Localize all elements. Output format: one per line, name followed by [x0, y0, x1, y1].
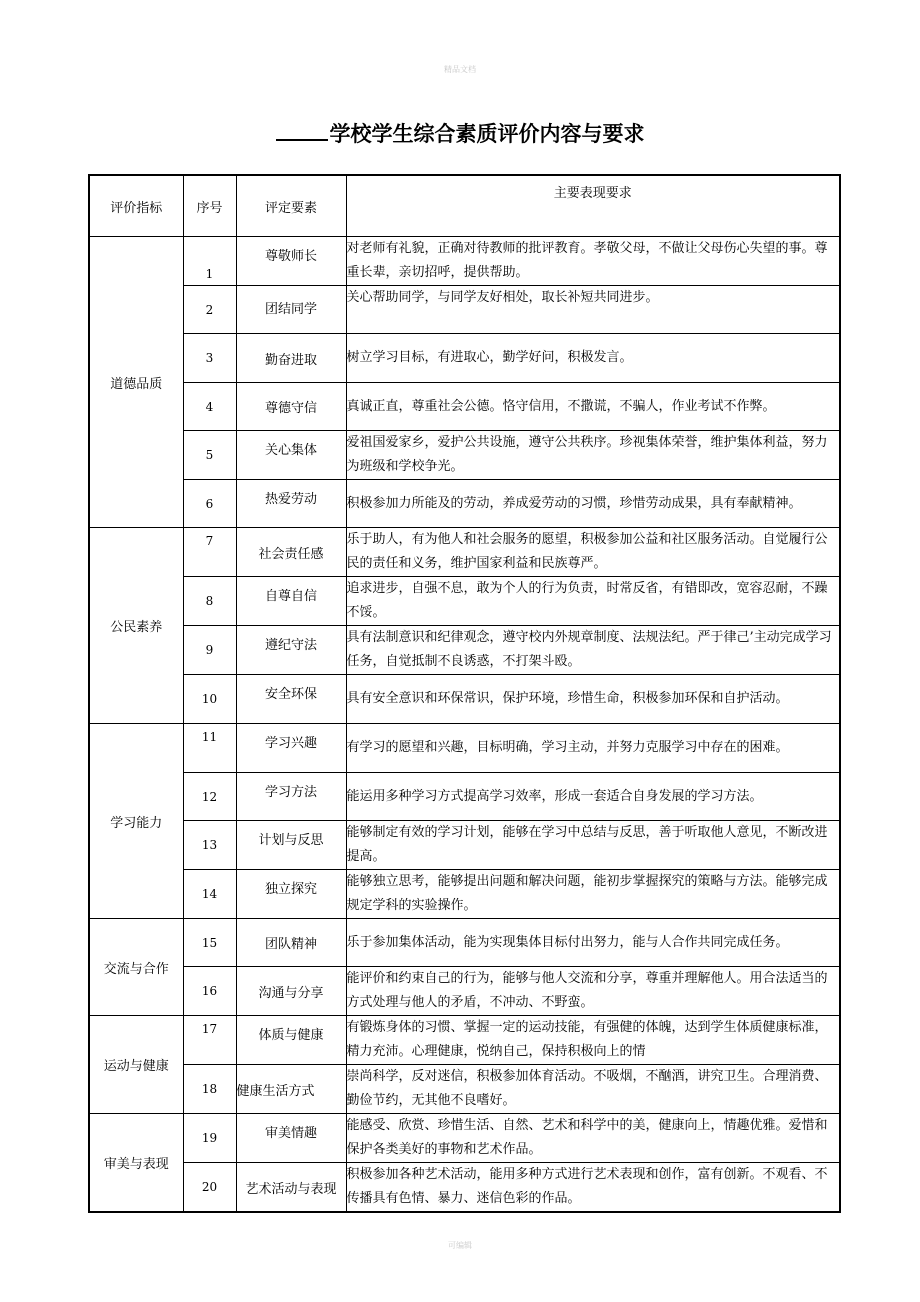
- row-requirement: 乐于参加集体活动，能为实现集体目标付出努力，能与人合作共同完成任务。: [346, 919, 840, 967]
- row-element: 遵纪守法: [236, 626, 346, 675]
- row-requirement: 对老师有礼貌，正确对待教师的批评教育。孝敬父母，不做让父母伤心失望的事。尊重长辈，亲切招呼，提供帮助。: [346, 237, 840, 286]
- category-cell: 运动与健康: [89, 1016, 183, 1114]
- row-element: 体质与健康: [236, 1016, 346, 1065]
- row-requirement: 乐于助人，有为他人和社会服务的愿望，积极参加公益和社区服务活动。自觉履行公民的责任和义务，维护国家利益和民族尊严。: [346, 528, 840, 577]
- row-element: 学习兴趣: [236, 724, 346, 773]
- row-element: 团队精神: [236, 919, 346, 967]
- page-title: [0, 118, 920, 148]
- table-row: [89, 1114, 840, 1163]
- table-row: [89, 1016, 840, 1065]
- row-requirement: 能够制定有效的学习计划，能够在学习中总结与反思，善于听取他人意见，不断改进提高。: [346, 821, 840, 870]
- table-row: [89, 675, 840, 724]
- row-requirement: 能感受、欣赏、珍惜生活、自然、艺术和科学中的美，健康向上，情趣优雅。爱惜和保护各类美好的事物和艺术作品。: [346, 1114, 840, 1163]
- title-text: 学校学生综合素质评价内容与要求: [329, 122, 645, 146]
- table-row: [89, 237, 840, 286]
- row-element: 沟通与分享: [236, 967, 346, 1016]
- row-requirement: 积极参加力所能及的劳动，养成爱劳动的习惯，珍惜劳动成果，具有奉献精神。: [346, 480, 840, 528]
- table-row: [89, 577, 840, 626]
- row-number: 1: [183, 237, 236, 286]
- row-number: 11: [183, 724, 236, 773]
- table-row: [89, 1163, 840, 1213]
- row-element: 关心集体: [236, 431, 346, 480]
- row-element: 学习方法: [236, 773, 346, 821]
- row-number: 3: [183, 334, 236, 383]
- table-row: [89, 821, 840, 870]
- row-number: 10: [183, 675, 236, 724]
- table-row: [89, 773, 840, 821]
- row-element: 勤奋进取: [236, 334, 346, 383]
- category-cell: 交流与合作: [89, 919, 183, 1016]
- row-number: 2: [183, 286, 236, 334]
- header-row: [89, 175, 840, 237]
- row-requirement: 积极参加各种艺术活动，能用多种方式进行艺术表现和创作，富有创新。不观看、不传播具有色情、暴力、迷信色彩的作品。: [346, 1163, 840, 1213]
- table-row: [89, 967, 840, 1016]
- row-requirement: 爱祖国爱家乡，爱护公共设施，遵守公共秩序。珍视集体荣誉，维护集体利益，努力为班级和学校争光。: [346, 431, 840, 480]
- row-requirement: 有锻炼身体的习惯、掌握一定的运动技能，有强健的体魄，达到学生体质健康标准，精力充沛。心理健康，悦纳自己，保持积极向上的情: [346, 1016, 840, 1065]
- row-element: 社会责任感: [236, 528, 346, 577]
- row-element: 艺术活动与表现: [236, 1163, 346, 1213]
- row-number: 13: [183, 821, 236, 870]
- row-requirement: 具有法制意识和纪律观念，遵守校内外规章制度、法规法纪。严于律己’主动完成学习任务，自觉抵制不良诱惑，不打架斗殴。: [346, 626, 840, 675]
- table-row: [89, 480, 840, 528]
- row-element: 团结同学: [236, 286, 346, 334]
- row-number: 9: [183, 626, 236, 675]
- evaluation-table: [88, 174, 841, 1213]
- title-blank-line: [276, 121, 328, 141]
- row-number: 5: [183, 431, 236, 480]
- table-row: [89, 286, 840, 334]
- category-cell: 审美与表现: [89, 1114, 183, 1213]
- row-number: 17: [183, 1016, 236, 1065]
- row-number: 8: [183, 577, 236, 626]
- row-requirement: 具有安全意识和环保常识，保护环境，珍惜生命，积极参加环保和自护活动。: [346, 675, 840, 724]
- header-number: 序号: [183, 175, 236, 237]
- row-element: 健康生活方式: [236, 1065, 346, 1114]
- row-number: 19: [183, 1114, 236, 1163]
- row-element: 自尊自信: [236, 577, 346, 626]
- watermark-bottom: 可编辑: [448, 1241, 472, 1250]
- table-row: [89, 1065, 840, 1114]
- row-element: 尊德守信: [236, 383, 346, 431]
- header-indicator: 评价指标: [89, 175, 183, 237]
- row-element: 审美情趣: [236, 1114, 346, 1163]
- row-number: 6: [183, 480, 236, 528]
- row-element: 尊敬师长: [236, 237, 346, 286]
- row-requirement: 有学习的愿望和兴趣，目标明确，学习主动，并努力克服学习中存在的困难。: [346, 724, 840, 773]
- row-number: 4: [183, 383, 236, 431]
- row-requirement: 能评价和约束自己的行为，能够与他人交流和分享，尊重并理解他人。用合法适当的方式处理与他人的矛盾，不冲动、不野蛮。: [346, 967, 840, 1016]
- row-requirement: 崇尚科学，反对迷信，积极参加体育活动。不吸烟，不酗酒，讲究卫生。合理消费、勤俭节约，无其他不良嗜好。: [346, 1065, 840, 1114]
- category-cell: 学习能力: [89, 724, 183, 919]
- row-number: 16: [183, 967, 236, 1016]
- table-row: [89, 334, 840, 383]
- category-cell: 道德品质: [89, 237, 183, 528]
- watermark-top: 精品文档: [444, 65, 476, 74]
- row-number: 15: [183, 919, 236, 967]
- row-requirement: 关心帮助同学，与同学友好相处，取长补短共同进步。: [346, 286, 840, 334]
- row-element: 安全环保: [236, 675, 346, 724]
- row-element: 热爱劳动: [236, 480, 346, 528]
- row-element: 独立探究: [236, 870, 346, 919]
- row-requirement: 能够独立思考，能够提出问题和解决问题，能初步掌握探究的策略与方法。能够完成规定学科的实验操作。: [346, 870, 840, 919]
- row-requirement: 真诚正直，尊重社会公德。恪守信用，不撒谎，不骗人，作业考试不作弊。: [346, 383, 840, 431]
- table-row: [89, 870, 840, 919]
- header-requirement: 主要表现要求: [346, 175, 840, 237]
- row-element: 计划与反思: [236, 821, 346, 870]
- table-row: [89, 528, 840, 577]
- row-requirement: 追求进步，自强不息，敢为个人的行为负责，时常反省，有错即改，宽容忍耐，不躁不馁。: [346, 577, 840, 626]
- table-row: [89, 724, 840, 773]
- table-row: [89, 919, 840, 967]
- table-row: [89, 626, 840, 675]
- header-element: 评定要素: [236, 175, 346, 237]
- category-cell: 公民素养: [89, 528, 183, 724]
- row-requirement: 能运用多种学习方式提高学习效率，形成一套适合自身发展的学习方法。: [346, 773, 840, 821]
- row-number: 20: [183, 1163, 236, 1213]
- row-number: 7: [183, 528, 236, 577]
- row-requirement: 树立学习目标，有进取心，勤学好问，积极发言。: [346, 334, 840, 383]
- row-number: 12: [183, 773, 236, 821]
- row-number: 18: [183, 1065, 236, 1114]
- table-row: [89, 431, 840, 480]
- row-number: 14: [183, 870, 236, 919]
- table-row: [89, 383, 840, 431]
